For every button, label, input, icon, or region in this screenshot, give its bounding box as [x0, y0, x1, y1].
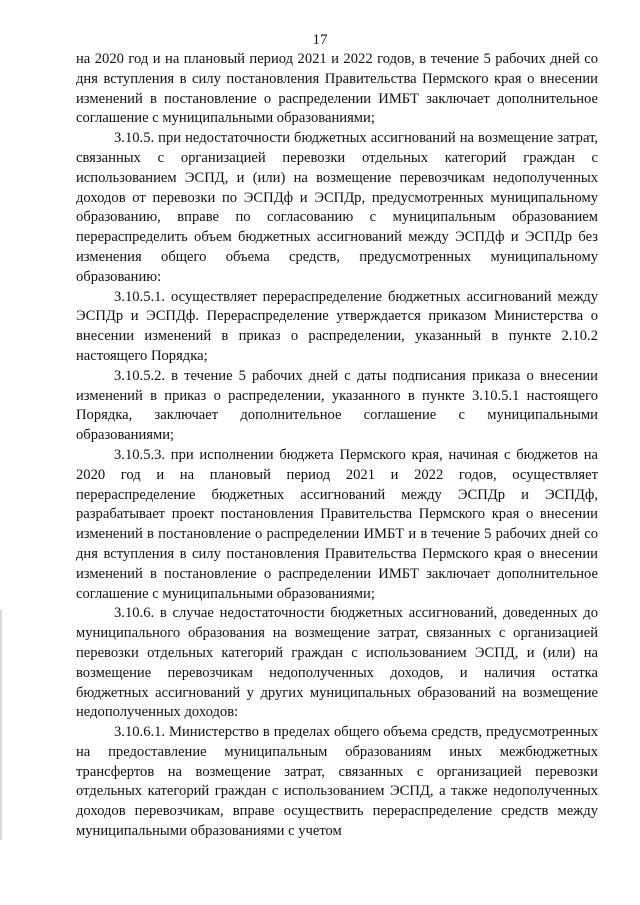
- paragraph-3-10-5-3: 3.10.5.3. при исполнении бюджета Пермского края, начиная с бюджетов на 2020 год и на плановый период 2021 и 2022 годов, осуществляет перераспределение бюджетных ассигнований между ЭСПДр и ЭСПДф, разрабатывает проект постановления Правительства Пермского края о внесении изменений в постановление о распределении ИМБТ и в течение 5 рабочих дней со дня вступления в силу постановления Правительства Пермского края о внесении изменений в постановление о распределении ИМБТ заключает дополнительное соглашение с муниципальными образованиями;: [76, 446, 598, 602]
- paragraph-3-10-6: 3.10.6. в случае недостаточности бюджетных ассигнований, доведенных до муниципального образования на возмещение затрат, связанных с организацией перевозки отдельных категорий граждан с использованием ЭСПД, и (или) на возмещение перевозчикам недополученных доходов, и наличия остатка бюджетных ассигнований у других муниципальных образований на возмещение недополученных доходов:: [76, 605, 598, 721]
- paragraph-3-10-6-1: 3.10.6.1. Министерство в пределах общего объема средств, предусмотренных на предоставление муниципальным образованиям иных межбюджетных трансфертов на возмещение затрат, связанных с организацией перевозки отдельных категорий граждан с использованием ЭСПД, а также недополученных доходов перевозчикам, вправе осуществить перераспределение средств между муниципальными образованиями с учетом: [76, 724, 598, 840]
- scan-edge-shadow: [0, 610, 2, 840]
- paragraph-3-10-5-2: 3.10.5.2. в течение 5 рабочих дней с даты подписания приказа о внесении изменений в приказ о распределении, указанного в пункте 3.10.5.1 настоящего Порядка, заключает дополнительное соглашение с муниципальными образованиями;: [76, 367, 598, 444]
- document-body: [76, 50, 598, 842]
- paragraph-continuation: на 2020 год и на плановый период 2021 и 2022 годов, в течение 5 рабочих дней со дня вступления в силу постановления Правительства Пермского края о внесении изменений в постановление о распределении ИМБТ заключает дополнительное соглашение с муниципальными образованиями;: [76, 51, 598, 127]
- paragraph-3-10-5-1: 3.10.5.1. осуществляет перераспределение бюджетных ассигнований между ЭСПДр и ЭСПДф. Перераспределение утверждается приказом Министерства о внесении изменений в приказ о распределении, указанный в пункте 2.10.2 настоящего Порядка;: [76, 288, 598, 364]
- page-number: 17: [312, 32, 328, 48]
- paragraph-3-10-5: 3.10.5. при недостаточности бюджетных ассигнований на возмещение затрат, связанных с организацией перевозки отдельных категорий граждан с использованием ЭСПД, и (или) на возмещение перевозчикам недополученных доходов от перевозки по ЭСПДф и ЭСПДр, предусмотренных муниципальному образованию, вправе по согласованию с муниципальным образованием перераспределить объем бюджетных ассигнований между ЭСПДф и ЭСПДр без изменения общего объема средств, предусмотренных муниципальному образованию:: [76, 130, 598, 285]
